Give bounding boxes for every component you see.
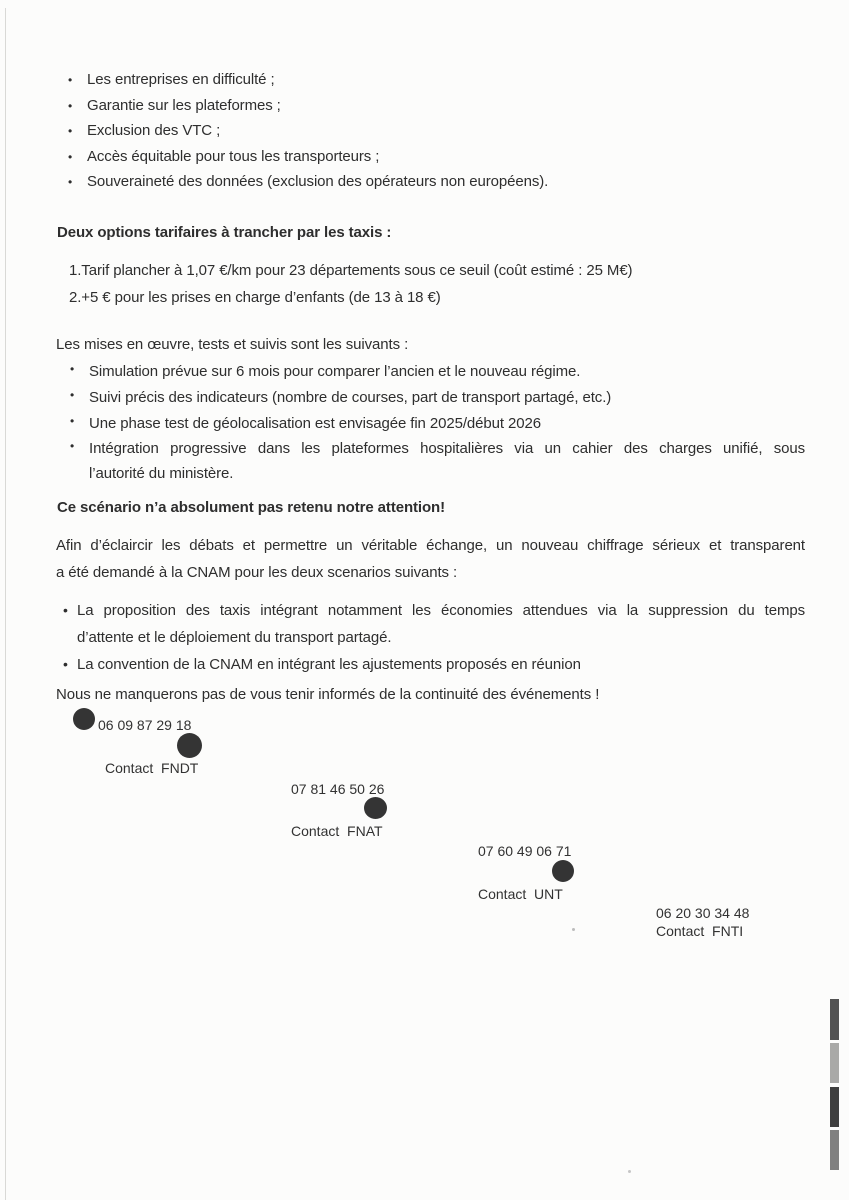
options-numbered-list — [69, 258, 799, 311]
options-heading: Deux options tarifaires à trancher par les taxis : — [57, 224, 392, 241]
bullet-icon: • — [70, 387, 75, 402]
list-item — [70, 386, 805, 411]
phone-number-fnti: 06 20 30 34 48 — [656, 905, 750, 921]
scenario-item-text — [77, 597, 805, 651]
implementation-item-text: Simulation prévue sur 6 mois pour comparer l’ancien et le nouveau régime. — [89, 363, 581, 380]
implementation-item-text — [89, 437, 805, 487]
implementation-intro: Les mises en œuvre, tests et suivis sont les suivants : — [56, 336, 409, 353]
criteria-item-text: Accès équitable pour tous les transporteurs ; — [87, 147, 380, 165]
black-dot-icon — [73, 708, 95, 730]
list-item — [70, 437, 805, 487]
bullet-icon: • — [63, 656, 68, 672]
bullet-icon: • — [68, 73, 73, 87]
contact-label-fndt: Contact FNDT — [105, 760, 199, 776]
scan-edge-line — [5, 8, 6, 1200]
scan-artifact-bar — [830, 1087, 839, 1127]
black-dot-icon — [552, 860, 574, 882]
contact-label-fnat: Contact FNAT — [291, 823, 383, 839]
dust-speck — [628, 1170, 631, 1173]
scenario-item-line: d’attente et le déploiement du transport partagé. — [77, 629, 392, 646]
scenario-heading: Ce scénario n’a absolument pas retenu notre attention! — [57, 499, 446, 516]
criteria-item-text: Garantie sur les plateformes ; — [87, 96, 281, 114]
paragraph-line: Afin d’éclaircir les débats et permettre un véritable échange, un nouveau chiffrage sérieux et transparent — [56, 537, 805, 554]
bullet-icon: • — [68, 98, 73, 113]
criteria-item-text: Exclusion des VTC ; — [87, 122, 221, 140]
criteria-list — [68, 71, 788, 199]
scenario-item-text: La convention de la CNAM en intégrant les ajustements proposés en réunion — [77, 656, 581, 673]
closing-paragraph: Nous ne manquerons pas de vous tenir informés de la continuité des événements ! — [56, 686, 600, 703]
scenario-item-line: La proposition des taxis intégrant notamment les économies attendues via la suppression du temps — [77, 602, 805, 619]
scan-artifact-bar — [830, 999, 839, 1040]
criteria-item-text: Les entreprises en difficulté ; — [87, 71, 275, 88]
contact-label-fnti: Contact FNTI — [656, 923, 744, 939]
bullet-icon: • — [68, 124, 73, 139]
black-dot-icon — [177, 733, 202, 758]
option-item: 2.+5 € pour les prises en charge d’enfants (de 13 à 18 €) — [69, 288, 441, 306]
list-item — [63, 597, 805, 651]
paragraph-line: a été demandé à la CNAM pour les deux scenarios suivants : — [56, 564, 458, 581]
scan-artifact-bar — [830, 1043, 839, 1083]
scan-artifact-bar — [830, 1130, 839, 1170]
list-item — [70, 412, 805, 437]
cnam-paragraph — [56, 532, 805, 586]
contact-label-unt: Contact UNT — [478, 886, 563, 902]
list-item — [68, 97, 788, 123]
implementation-item-text: Une phase test de géolocalisation est envisagée fin 2025/début 2026 — [89, 414, 541, 432]
dust-speck — [572, 928, 575, 931]
phone-number-fnat: 07 81 46 50 26 — [291, 781, 385, 797]
bullet-icon: • — [68, 149, 73, 164]
bullet-icon: • — [70, 439, 75, 454]
bullet-icon: • — [70, 413, 75, 428]
black-dot-icon — [364, 797, 387, 819]
bullet-icon: • — [70, 362, 75, 376]
list-item — [68, 71, 788, 97]
phone-number-fndt: 06 09 87 29 18 — [98, 717, 192, 733]
criteria-item-text: Souveraineté des données (exclusion des opérateurs non européens). — [87, 173, 549, 191]
bullet-icon: • — [63, 602, 68, 618]
bullet-icon: • — [68, 175, 73, 190]
list-item — [68, 122, 788, 148]
implementation-item-line: Intégration progressive dans les plateformes hospitalières via un cahier des charges unifié, sous — [89, 440, 805, 458]
list-item — [68, 148, 788, 174]
phone-number-unt: 07 60 49 06 71 — [478, 843, 572, 859]
option-item: 1.Tarif plancher à 1,07 €/km pour 23 départements sous ce seuil (coût estimé : 25 M€) — [69, 262, 633, 279]
list-item — [68, 173, 788, 199]
implementation-list — [70, 360, 805, 488]
implementation-item-text: Suivi précis des indicateurs (nombre de courses, part de transport partagé, etc.) — [89, 388, 612, 406]
list-item — [63, 651, 805, 678]
list-item — [70, 360, 805, 385]
scenario-list — [63, 597, 805, 678]
implementation-item-line: l’autorité du ministère. — [89, 465, 234, 483]
